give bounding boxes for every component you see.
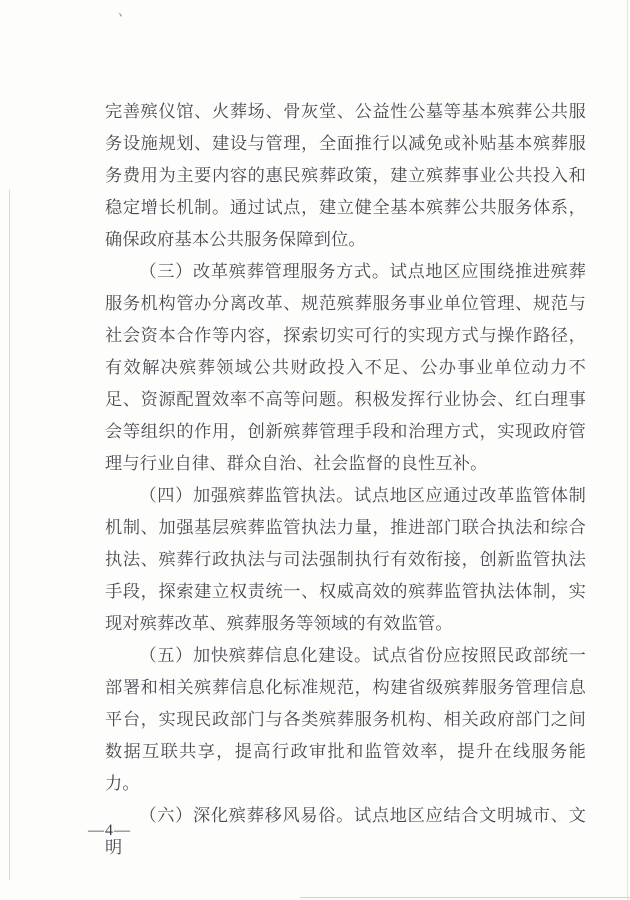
scan-edge-right [627, 0, 628, 900]
stray-ink-mark: 、 [117, 4, 134, 21]
page-number: —4— [88, 822, 131, 839]
scan-edge-left [9, 190, 10, 880]
body-paragraph-item-3: （三）改革殡葬管理服务方式。试点地区应围绕推进殡葬服务机构管办分离改革、规范殡葬服务事业单位管理、规范与社会资本合作等内容，探索切实可行的实现方式与操作路径，有效解决殡葬领域公共财政投入不足、公办事业单位动力不足、资源配置效率不高等问题。积极发挥行业协会、红白理事会等组织的作用，创新殡葬管理手段和治理方式，实现政府管理与行业自律、群众自治、社会监督的良性互补。 [105, 262, 586, 473]
body-paragraph: 完善殡仪馆、火葬场、骨灰堂、公益性公墓等基本殡葬公共服务设施规划、建设与管理，全面推行以减免或补贴基本殡葬服务费用为主要内容的惠民殡葬政策，建立殡葬事业公共投入和稳定增长机制。通过试点，建立健全基本殡葬公共服务体系，确保政府基本公共服务保障到位。 [105, 102, 586, 249]
body-paragraph-item-6: （六）深化殡葬移风易俗。试点地区应结合文明城市、文明 [105, 806, 586, 857]
document-body [105, 96, 586, 864]
body-paragraph-item-5: （五）加快殡葬信息化建设。试点省份应按照民政部统一部署和相关殡葬信息化标准规范，构建省级殡葬服务管理信息平台，实现民政部门与各类殡葬服务机构、相关政府部门之间数据互联共享，提高行政审批和监管效率，提升在线服务能力。 [105, 646, 586, 793]
scan-edge-bottom [300, 897, 630, 898]
body-paragraph-item-4: （四）加强殡葬监管执法。试点地区应通过改革监管体制机制、加强基层殡葬监管执法力量，推进部门联合执法和综合执法、殡葬行政执法与司法强制执行有效衔接，创新监管执法手段，探索建立权责统一、权威高效的殡葬监管执法体制，实现对殡葬改革、殡葬服务等领域的有效监管。 [105, 486, 586, 633]
